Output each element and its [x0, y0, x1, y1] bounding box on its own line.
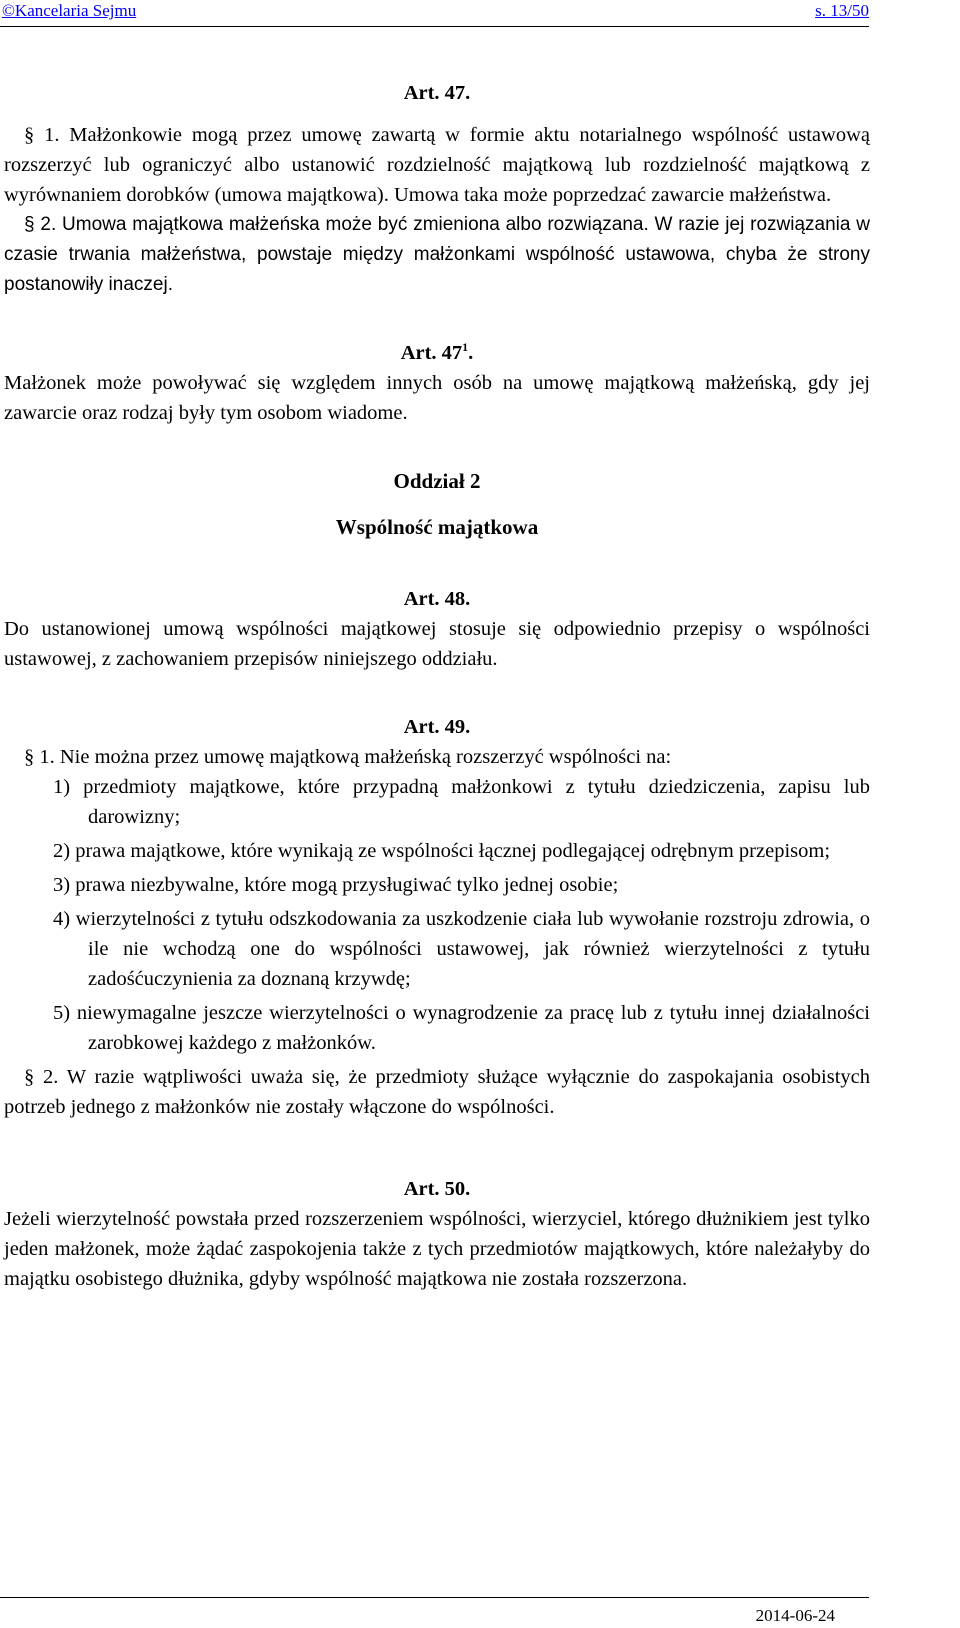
article-49-paragraph-2: § 2. W razie wątpliwości uważa się, że przedmioty służące wyłącznie do zaspokajania osobistych potrzeb jednego z małżonków nie zostały włączone do wspólności.	[4, 1066, 870, 1118]
article-50-text: Jeżeli wierzytelność powstała przed rozszerzeniem wspólności, wierzyciel, którego dłużnikiem jest tylko jeden małżonek, może żądać zaspokojenia także z tych przedmiotów majątkowych, które należałyby do majątku osobistego dłużnika, gdyby wspólność majątkowa nie została rozszerzona.	[4, 1208, 870, 1290]
section-number: Oddział 2	[393, 469, 481, 493]
article-47-1-title-main: Art. 47	[400, 342, 463, 364]
article-50-title: Art. 50.	[403, 1178, 471, 1200]
document-body	[4, 66, 870, 1294]
article-47-1-text: Małżonek może powoływać się względem innych osób na umowę majątkową małżeńską, gdy jej zawarcie oraz rodzaj były tym osobom wiadome.	[4, 372, 870, 424]
list-item: 3) prawa niezbywalne, które mogą przysługiwać tylko jednej osobie;	[53, 874, 619, 896]
article-49-list	[4, 772, 870, 1058]
list-item: 4) wierzytelności z tytułu odszkodowania za uszkodzenie ciała lub wywołanie rozstroju zdrowia, o ile nie wchodzą one do wspólności ustawowej, jak również wierzytelności z tytułu zadośćuczynienia za doznaną krzywdę;	[53, 908, 870, 990]
article-47-paragraph-2: § 2. Umowa majątkowa małżeńska może być zmieniona albo rozwiązana. W razie jej rozwiązania w czasie trwania małżeństwa, powstaje między małżonkami wspólność ustawowa, chyba że strony postanowiły inaczej.	[4, 214, 870, 295]
page-number[interactable]: s. 13/50	[815, 1, 869, 20]
article-48-title: Art. 48.	[403, 588, 471, 610]
list-item: 1) przedmioty majątkowe, które przypadną małżonkowi z tytułu dziedziczenia, zapisu lub darowizny;	[53, 776, 870, 828]
article-47-paragraph-1: § 1. Małżonkowie mogą przez umowę zawartą w formie aktu notarialnego wspólność ustawową rozszerzyć lub ograniczyć albo ustanowić rozdzielność majątkową lub rozdzielność majątkową z wyrównaniem dorobków (umowa majątkowa). Umowa taka może poprzedzać zawarcie małżeństwa.	[4, 124, 870, 206]
article-49-paragraph-1: § 1. Nie można przez umowę majątkową małżeńską rozszerzyć wspólności na:	[24, 746, 672, 768]
document-date: 2014-06-24	[755, 1606, 835, 1625]
page-footer	[0, 1597, 869, 1628]
article-49-title: Art. 49.	[403, 716, 471, 738]
list-item: 5) niewymagalne jeszcze wierzytelności o wynagrodzenie za pracę lub z tytułu innej działalności zarobkowej każdego z małżonków.	[53, 1002, 870, 1054]
source-link[interactable]: ©Kancelaria Sejmu	[2, 1, 137, 20]
article-47-1-title-superscript: 1	[462, 340, 469, 354]
article-47-1-title-end: .	[468, 342, 474, 364]
section-name: Wspólność majątkowa	[335, 515, 539, 539]
page-header	[0, 0, 869, 27]
list-item: 2) prawa majątkowe, które wynikają ze wspólności łącznej podlegającej odrębnym przepisom;	[53, 840, 831, 862]
article-48-text: Do ustanowionej umową wspólności majątkowej stosuje się odpowiednio przepisy o wspólności ustawowej, z zachowaniem przepisów niniejszego oddziału.	[4, 618, 870, 670]
article-47-title: Art. 47.	[403, 82, 471, 104]
article-47-1-title	[4, 338, 870, 368]
